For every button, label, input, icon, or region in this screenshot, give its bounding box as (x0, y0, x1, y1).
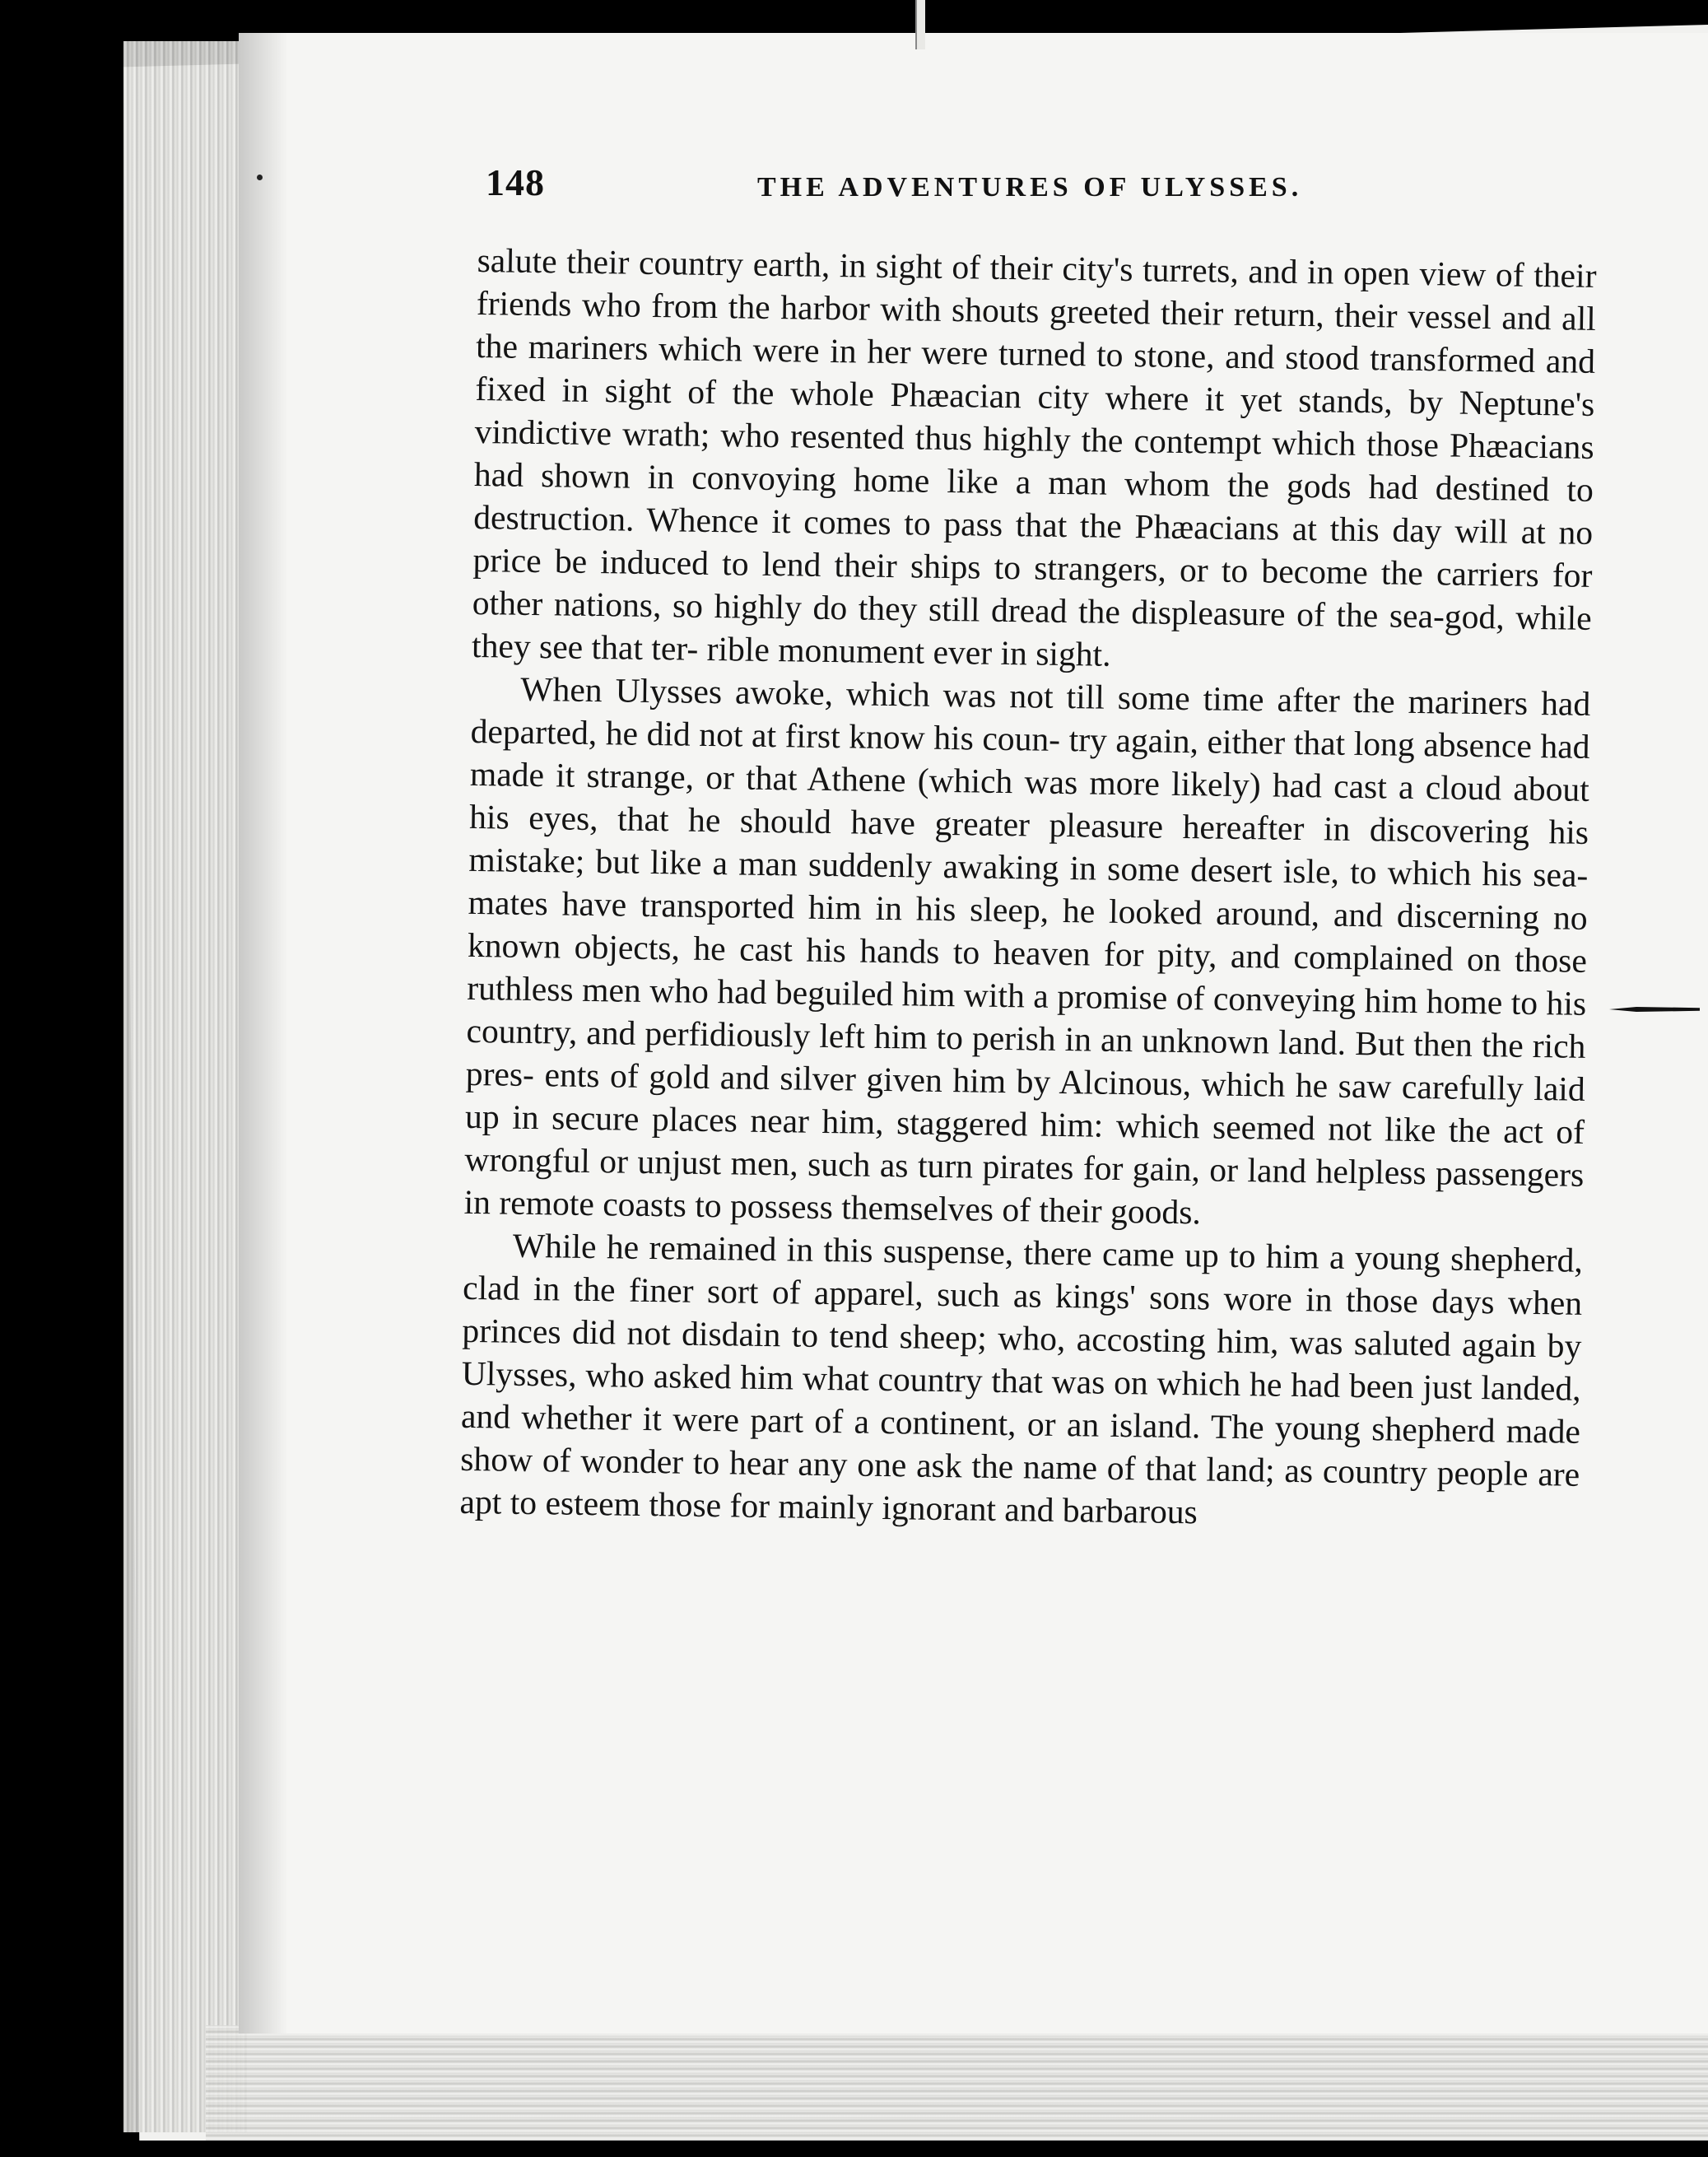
paragraph (472, 239, 1597, 683)
running-title: THE ADVENTURES OF ULYSSES. (757, 172, 1303, 203)
text-line: of conveying him home to his country, and perfidiously left (466, 978, 1587, 1055)
text-line: ents of gold and silver given him by Alcinous, which he saw (544, 1055, 1392, 1106)
text-line: objects, he cast his hands to heaven for pity, and complained (574, 927, 1454, 978)
text-line: dread the displeasure of the sea-god, while they see that ter- (471, 590, 1593, 668)
bookmark-ribbon (915, 0, 925, 49)
text-line: While he remained in this suspense, there came up to him (512, 1226, 1319, 1276)
text-line: hear any one ask the name of that land; as country people (728, 1443, 1529, 1493)
text-line: some desert isle, to which his sea-mates have transported him (468, 849, 1589, 927)
text-line: that Athene (which was more likely) had cast a cloud about (745, 758, 1590, 808)
text-line: a young shepherd, clad in the finer sort of apparel, such as (462, 1237, 1584, 1315)
text-line: his eyes, that he should have greater pleasure hereafter in (468, 797, 1351, 848)
text-line: fixed in sight of the whole Phæacian city where it yet stands, (475, 369, 1394, 421)
text-line: home like a man whom the gods had destined to destruction. (472, 460, 1594, 538)
text-line: become the carriers for other nations, so highly do they still (472, 552, 1593, 629)
text-line: were in her were turned to stone, and stood transformed and (752, 330, 1596, 380)
binding-shadow (239, 33, 288, 2034)
text-line: Ulysses, who asked him what country that was on which he (461, 1353, 1282, 1404)
page-number: 148 (486, 161, 545, 203)
text-line: had been just landed, and whether it were part of a continent, (460, 1365, 1581, 1443)
page-edges-bottom (206, 2025, 1708, 2141)
paragraph (463, 667, 1590, 1239)
text-line: him to perish in an unknown land. But then the rich pres- (465, 1017, 1586, 1094)
text-line: greeted their return, their vessel and all the mariners which (475, 291, 1597, 369)
text-line: rible monument ever in sight. (706, 629, 1111, 673)
text-line: remote coasts to possess themselves of their goods. (499, 1183, 1202, 1232)
page-edges-left (123, 41, 247, 2132)
text-line: to tend sheep; who, accosting him, was saluted again by (791, 1316, 1582, 1365)
text-line: at no price be induced to lend their ships to strangers, or to (472, 512, 1594, 590)
text-line: salute their country earth, in sight of their city's turrets, and (477, 240, 1298, 291)
body-text (459, 239, 1597, 1539)
text-line: which seemed not like the act of wrongful or unjust men, (464, 1106, 1585, 1183)
text-line: on those ruthless men who had beguiled him with a promise (466, 939, 1588, 1017)
text-line: are apt to esteem those for mainly ignorant and barbarous (459, 1455, 1580, 1531)
text-line: carefully laid up in secure places near him, staggered him: (464, 1067, 1586, 1144)
text-line: in open view of their friends who from the harbor with shouts (476, 253, 1597, 330)
text-line: such as turn pirates for gain, or land helpless passengers in (463, 1144, 1585, 1222)
text-line: the mariners had departed, he did not at first know his coun- (470, 681, 1591, 758)
text-line: by Neptune's vindictive wrath; who resented thus highly the (474, 382, 1595, 459)
text-line: When Ulysses awoke, which was not till some time after (520, 669, 1341, 720)
text-line: discovering his mistake; but like a man suddenly awaking in (468, 810, 1589, 887)
ink-spot (257, 175, 263, 180)
text-line: try again, either that long absence had made it strange, or (469, 720, 1590, 797)
text-line: Whence it comes to pass that the Phæacians at this day will (646, 500, 1509, 551)
paragraph (459, 1223, 1583, 1539)
text-line: in his sleep, he looked around, and discerning no known (467, 888, 1588, 966)
text-line: contempt which those Phæacians had shown in convoying (473, 422, 1594, 499)
text-line: kings' sons wore in those days when princes did not disdain (462, 1276, 1583, 1354)
page-header (486, 161, 1346, 218)
text-line: or an island. The young shepherd made show of wonder to (459, 1405, 1581, 1482)
